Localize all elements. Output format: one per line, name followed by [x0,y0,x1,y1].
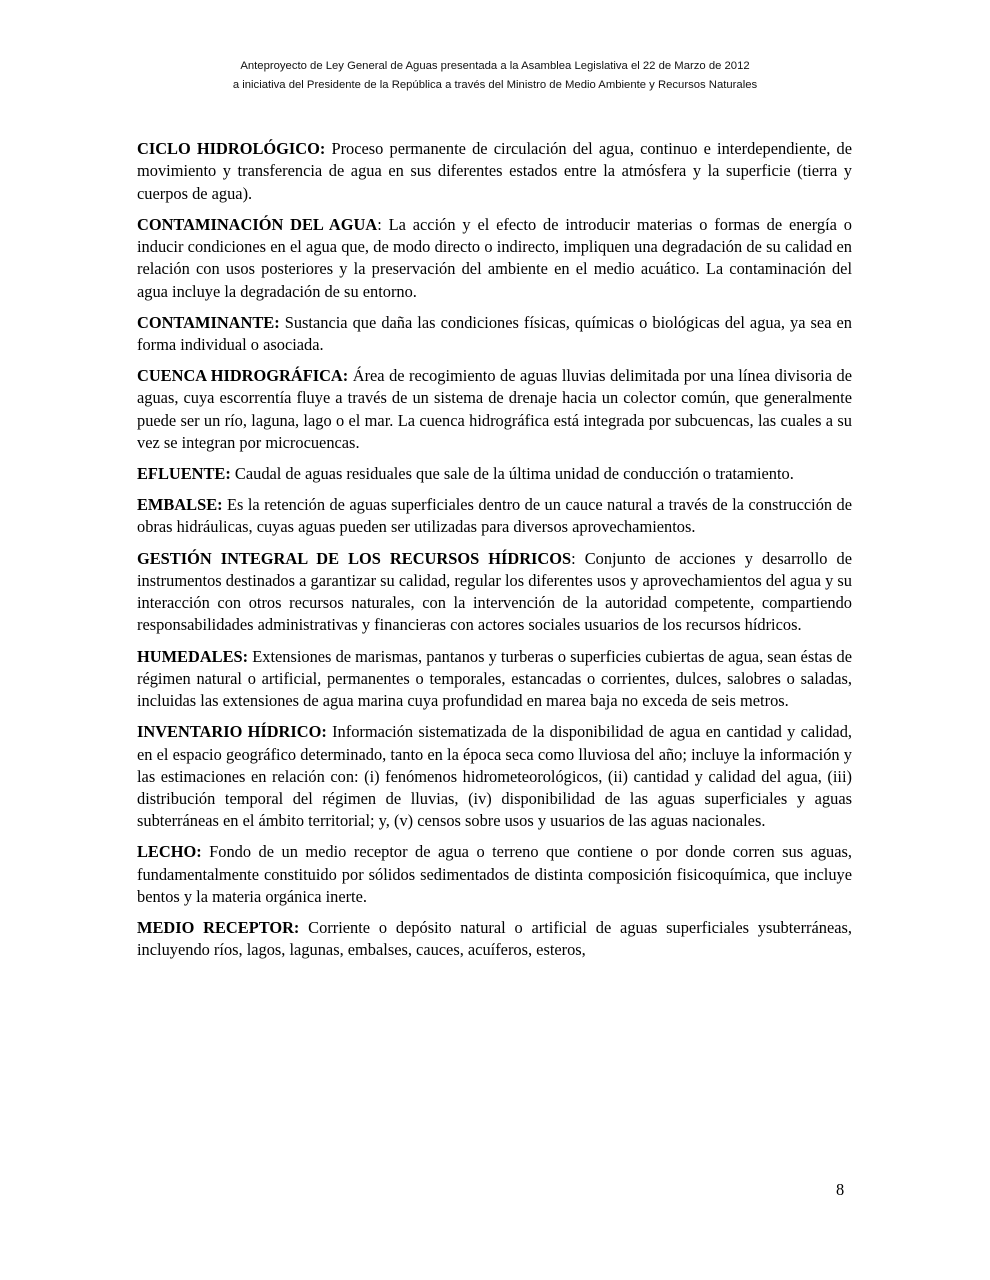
definition-term: EMBALSE: [137,495,223,515]
definition-contaminacion-del-agua [137,214,852,303]
definition-term: MEDIO RECEPTOR: [137,918,300,938]
definition-text: Área de recogimiento de aguas lluvias delimitada por una línea divisoria de aguas, cuya escorrentía fluye a través de un sistema de drenaje hacia un colector común, que generalmente puede ser un río, laguna, lago o el mar. La cuenca hidrográfica está integrada por subcuencas, las cuales a su vez se integran por microcuencas. [137,366,852,452]
definition-text: : La acción y el efecto de introducir materias o formas de energía o inducir condiciones en el agua que, de modo directo o indirecto, impliquen una degradación de su calidad en relación con usos posteriores y la preservación del ambiente en el medio acuático. La contaminación del agua incluye la degradación de su entorno. [137,214,852,301]
definition-text: Sustancia que daña las condiciones físicas, químicas o biológicas del agua, ya sea en forma individual o asociada. [137,312,852,354]
definition-text: : Conjunto de acciones y desarrollo de instrumentos destinados a garantizar su calidad, regular los diferentes usos y aprovechamientos del agua y su interacción con otros recursos naturales, con la intervención de la autoridad competente, compartiendo responsabilidades administrativas y financieras con actores sociales usuarios de los recursos hídricos. [137,548,852,635]
definition-term: EFLUENTE: [137,464,231,484]
definition-inventario-hidrico [137,721,852,832]
document-body [137,138,852,971]
page-number: 8 [836,1180,845,1199]
definition-text: Información sistematizada de la disponibilidad de agua en cantidad y calidad, en el espacio geográfico determinado, tanto en la época seca como lluviosa del año; incluye la información y las estimaciones en relación con: (i) fenómenos hidrometeorológicos, (ii) cantidad y calidad del agua, (iii) distribución temporal del régimen de lluvias, (iv) disponibilidad de las aguas superficiales y aguas subterráneas en el ámbito territorial; y, (v) censos sobre usos y usuarios de las aguas nacionales. [137,722,852,831]
definition-text: Proceso permanente de circulación del agua, continuo e interdependiente, de movimiento y transferencia de agua en sus diferentes estados entre la atmósfera y la superficie (tierra y cuerpos de agua). [137,139,852,203]
definition-term: CUENCA HIDROGRÁFICA: [137,366,349,386]
definition-text: Es la retención de aguas superficiales dentro de un cauce natural a través de la construcción de obras hidráulicas, cuyas aguas pueden ser utilizadas para diversos aprovechamientos. [137,495,852,537]
definition-term: INVENTARIO HÍDRICO: [137,722,327,742]
page-header [0,57,990,95]
definition-humedales [137,646,852,713]
definition-term: HUMEDALES: [137,646,249,666]
definition-gestion-integral [137,548,852,637]
definition-term: CICLO HIDROLÓGICO: [137,139,326,158]
definition-text: Caudal de aguas residuales que sale de la última unidad de conducción o tratamiento. [230,464,794,484]
definition-embalse [137,494,852,539]
definition-term: GESTIÓN INTEGRAL DE LOS RECURSOS HÍDRICOS [137,548,572,568]
definition-text: Corriente o depósito natural o artificial de aguas superficiales ysubterráneas, incluyendo ríos, lagos, lagunas, embalses, cauces, acuíferos, esteros, [137,918,852,960]
definition-term: CONTAMINACIÓN DEL AGUA [137,214,378,234]
definition-term: CONTAMINANTE: [137,312,280,332]
definition-term: LECHO: [137,842,202,862]
definition-ciclo-hidrologico [137,138,852,205]
definition-efluente [137,463,852,485]
definition-medio-receptor [137,917,852,962]
header-line-1: Anteproyecto de Ley General de Aguas presentada a la Asamblea Legislativa el 22 de Marzo de 2012 [240,60,750,72]
definition-lecho [137,841,852,908]
header-line-2: a iniciativa del Presidente de la República a través del Ministro de Medio Ambiente y Recursos Naturales [232,79,758,91]
definition-text: Fondo de un medio receptor de agua o terreno que contiene o por donde corren sus aguas, fundamentalmente constituido por sólidos sedimentados de distinta composición fisicoquímica, que incluye bentos y la materia orgánica inerte. [137,842,852,907]
definition-cuenca-hidrografica [137,365,852,454]
definition-text: Extensiones de marismas, pantanos y turberas o superficies cubiertas de agua, sean éstas de régimen natural o artificial, permanentes o temporales, estancadas o corrientes, dulces, salobres o saladas, incluidas las extensiones de agua marina cuya profundidad en marea baja no exceda de seis metros. [137,646,852,711]
definition-contaminante [137,312,852,357]
